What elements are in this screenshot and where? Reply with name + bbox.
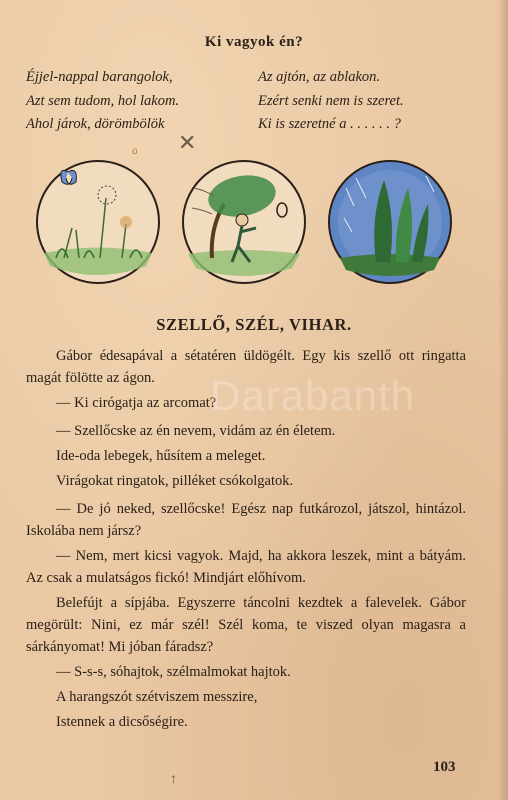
story-paragraph: Gábor édesapával a sétatéren üldögélt. Egy kis szellő ott ringatta magát fölötte az ágon. — [26, 348, 466, 386]
watermark: Darabanth — [210, 372, 416, 419]
dialogue-line: — Nem, mert kicsi vagyok. Majd, ha akkora leszek, mint a bátyám. Az csak a mulatságos fickó! Mindjárt előhívom. — [26, 548, 466, 586]
poem-right-column — [258, 66, 404, 137]
illustration-row — [30, 158, 460, 293]
story-paragraph: Belefújt a sípjába. Egyszerre táncolni kezdtek a falevelek. Gábor megörült: Nini, ez már szél! Szél koma, te viszed olyan magasra a sárkányomat! Mi jóban fáradsz? — [26, 595, 466, 655]
dialogue-line: — De jó neked, szellőcske! Egész nap futkározol, játszol, hintázol. Iskolába nem jársz? — [26, 501, 466, 539]
pencil-tick-mark: ↑ — [170, 770, 177, 786]
storm-trees-illustration — [326, 158, 454, 286]
poem-line: Ki is szeretné a . . . . . . ? — [258, 116, 401, 132]
pencil-cross-mark: ✕ — [178, 130, 197, 155]
poem-line: Azt sem tudom, hol lakom. — [26, 92, 180, 109]
poem-title: Ki vagyok én? — [204, 34, 304, 50]
poem-line: Éjjel-nappal barangolok, — [26, 69, 173, 85]
dialogue-line: — S-s-s, sóhajtok, szélmalmokat hajtok. — [56, 664, 291, 680]
story-body — [26, 345, 466, 736]
verse-line: Virágokat ringatok, pilléket csókolgatok. — [56, 473, 294, 489]
pencil-dot-mark: o — [132, 146, 138, 157]
verse-line: Istennek a dicsőségire. — [56, 714, 188, 730]
butterfly-meadow-illustration — [34, 158, 162, 286]
section-title: SZELLŐ, SZÉL, VIHAR. — [156, 315, 352, 334]
verse-line: A harangszót szétviszem messzire, — [56, 689, 258, 705]
page-edge-shadow — [498, 0, 508, 800]
verse-line: Ide-oda lebegek, hűsítem a meleget. — [56, 448, 266, 464]
dialogue-line: — Szellőcske az én nevem, vidám az én életem. — [56, 423, 336, 439]
poem-left-column — [26, 66, 179, 137]
page-number: 103 — [433, 759, 456, 775]
dialogue-line: — Ki cirógatja az arcomat? — [56, 395, 217, 411]
poem-line: Ahol járok, dörömbölök — [26, 116, 165, 132]
poem-line: Az ajtón, az ablakon. — [258, 69, 381, 85]
poem-line: Ezért senki nem is szeret. — [258, 92, 404, 109]
boy-wind-tree-illustration — [180, 158, 308, 286]
